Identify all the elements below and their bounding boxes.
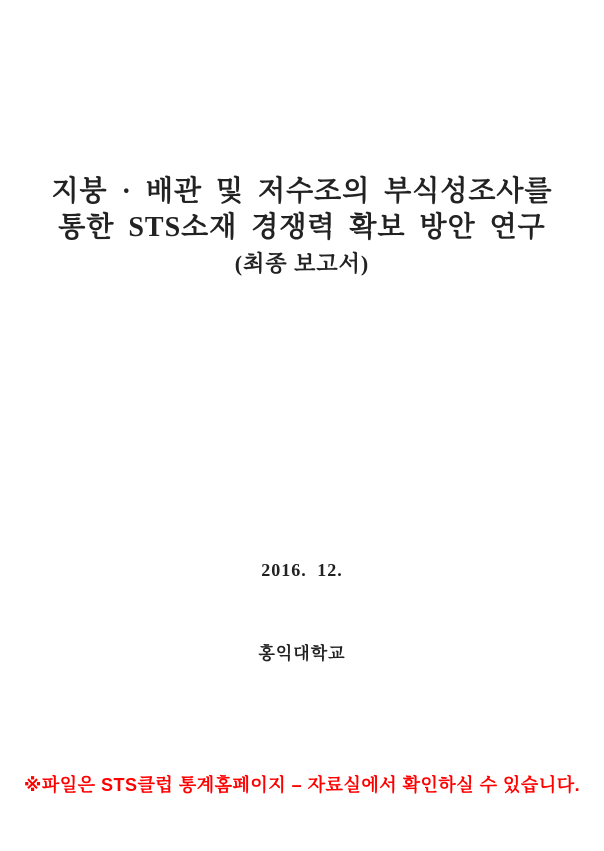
- footnote-notice: ※파일은 STS클럽 통계홈페이지 – 자료실에서 확인하실 수 있습니다.: [23, 775, 581, 795]
- report-title-line-1: 지붕 · 배관 및 저수조의 부식성조사를: [51, 176, 553, 207]
- report-title-line-2: 통한 STS소재 경쟁력 확보 방안 연구: [58, 212, 546, 243]
- report-title-block: [0, 174, 604, 282]
- organization-name: 홍익대학교: [258, 644, 346, 663]
- report-date: 2016. 12.: [261, 560, 343, 580]
- report-subtitle: (최종 보고서): [234, 251, 370, 276]
